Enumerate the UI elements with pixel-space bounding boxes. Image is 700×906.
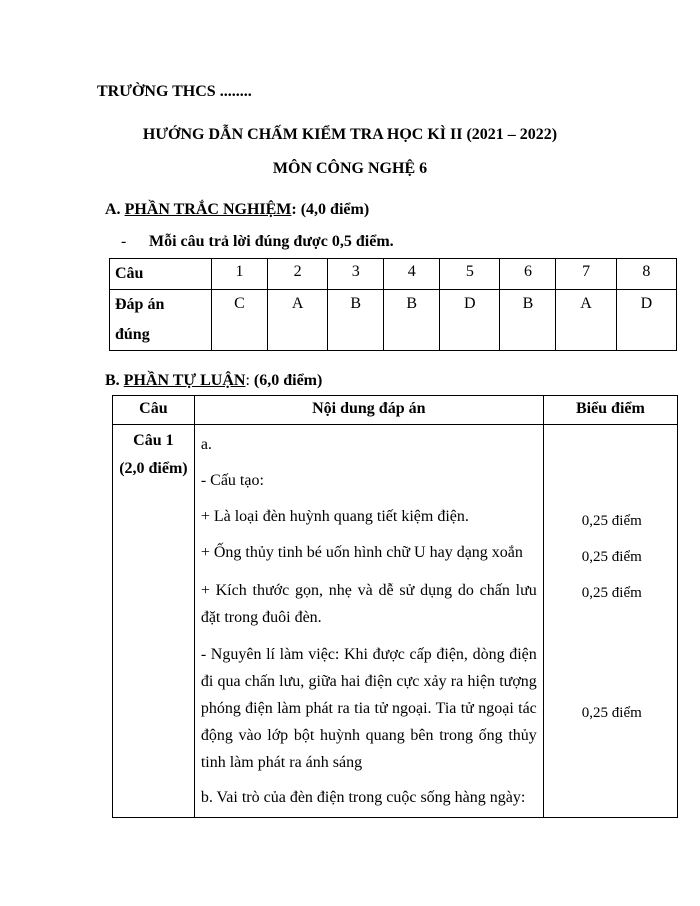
answer-cell: B [328,290,384,351]
answer-cell: B [384,290,440,351]
question-number: 7 [556,259,616,290]
section-a-heading [105,201,369,219]
answer-cell: A [556,290,616,351]
question-points: (2,0 điểm) [119,460,188,477]
essay-rubric-table [112,395,678,818]
question-number: 3 [328,259,384,290]
row-label-answer [110,290,212,351]
row-label-answer-line1: Đáp án [115,296,165,313]
school-name: TRƯỜNG THCS ........ [97,83,252,100]
column-header-question: Câu [113,396,195,425]
answer-cell: D [440,290,500,351]
column-header-content: Nội dung đáp án [194,396,543,425]
table-row [110,259,677,290]
question-cell [113,425,195,818]
content-line: + Là loại đèn huỳnh quang tiết kiệm điện. [200,508,469,525]
section-b-heading [105,372,322,390]
content-line: - Cấu tạo: [200,472,264,489]
content-line: a. [200,436,212,453]
answer-cell: C [212,290,268,351]
answer-cell: B [500,290,556,351]
content-line: + Ống thủy tinh bé uốn hình chữ U hay dạng xoắn [200,544,523,561]
question-number: 5 [440,259,500,290]
question-number: 8 [616,259,676,290]
score-value: 0,25 điểm [581,549,642,565]
subject-title: MÔN CÔNG NGHỆ 6 [272,160,428,177]
section-a-note [121,233,394,251]
content-line: b. Vai trò của đèn điện trong cuộc sống hàng ngày: [200,789,526,806]
section-b-points: (6,0 điểm) [249,372,323,389]
content-line: + Kích thước gọn, nhẹ và dễ sử dụng do chấn lưu đặt trong đuôi đèn. [200,582,537,626]
row-label-question: Câu [110,259,212,290]
answer-key-table [109,258,677,351]
answer-cell: A [267,290,327,351]
question-number: 1 [212,259,268,290]
section-b-colon: : [245,372,250,389]
question-number: 6 [500,259,556,290]
score-cell [543,425,677,818]
section-b-prefix: B. [105,372,124,389]
score-value: 0,25 điểm [581,585,642,601]
question-number: 4 [384,259,440,290]
document-title: HƯỚNG DẪN CHẤM KIỂM TRA HỌC KÌ II (2021 – 2022) [142,126,558,143]
table-header-row [113,396,678,425]
content-line: - Nguyên lí làm việc: Khi được cấp điện, dòng điện đi qua chấn lưu, giữa hai điện cực xảy ra hiện tượng phóng điện làm phát ra tia tử ngoại. Tia tử ngoại tác động vào lớp bột huỳnh quang bên trong ống thủy tinh làm phát ra ánh sáng [200,646,537,771]
score-value: 0,25 điểm [581,705,642,721]
table-row [110,290,677,351]
score-value: 0,25 điểm [581,513,642,529]
section-a-prefix: A. [105,201,125,218]
question-label: Câu 1 [133,432,174,449]
answer-content-cell [194,425,543,818]
row-label-answer-line2: đúng [115,326,150,343]
scoring-note: Mỗi câu trả lời đúng được 0,5 điểm. [149,233,394,250]
question-number: 2 [267,259,327,290]
answer-cell: D [616,290,676,351]
bullet-dash: - [121,233,127,250]
column-header-score: Biểu điểm [543,396,677,425]
section-a-title: PHẦN TRẮC NGHIỆM [124,201,292,218]
table-row [113,425,678,818]
section-a-points: : (4,0 điểm) [291,201,370,218]
section-b-title: PHẦN TỰ LUẬN [123,372,246,389]
